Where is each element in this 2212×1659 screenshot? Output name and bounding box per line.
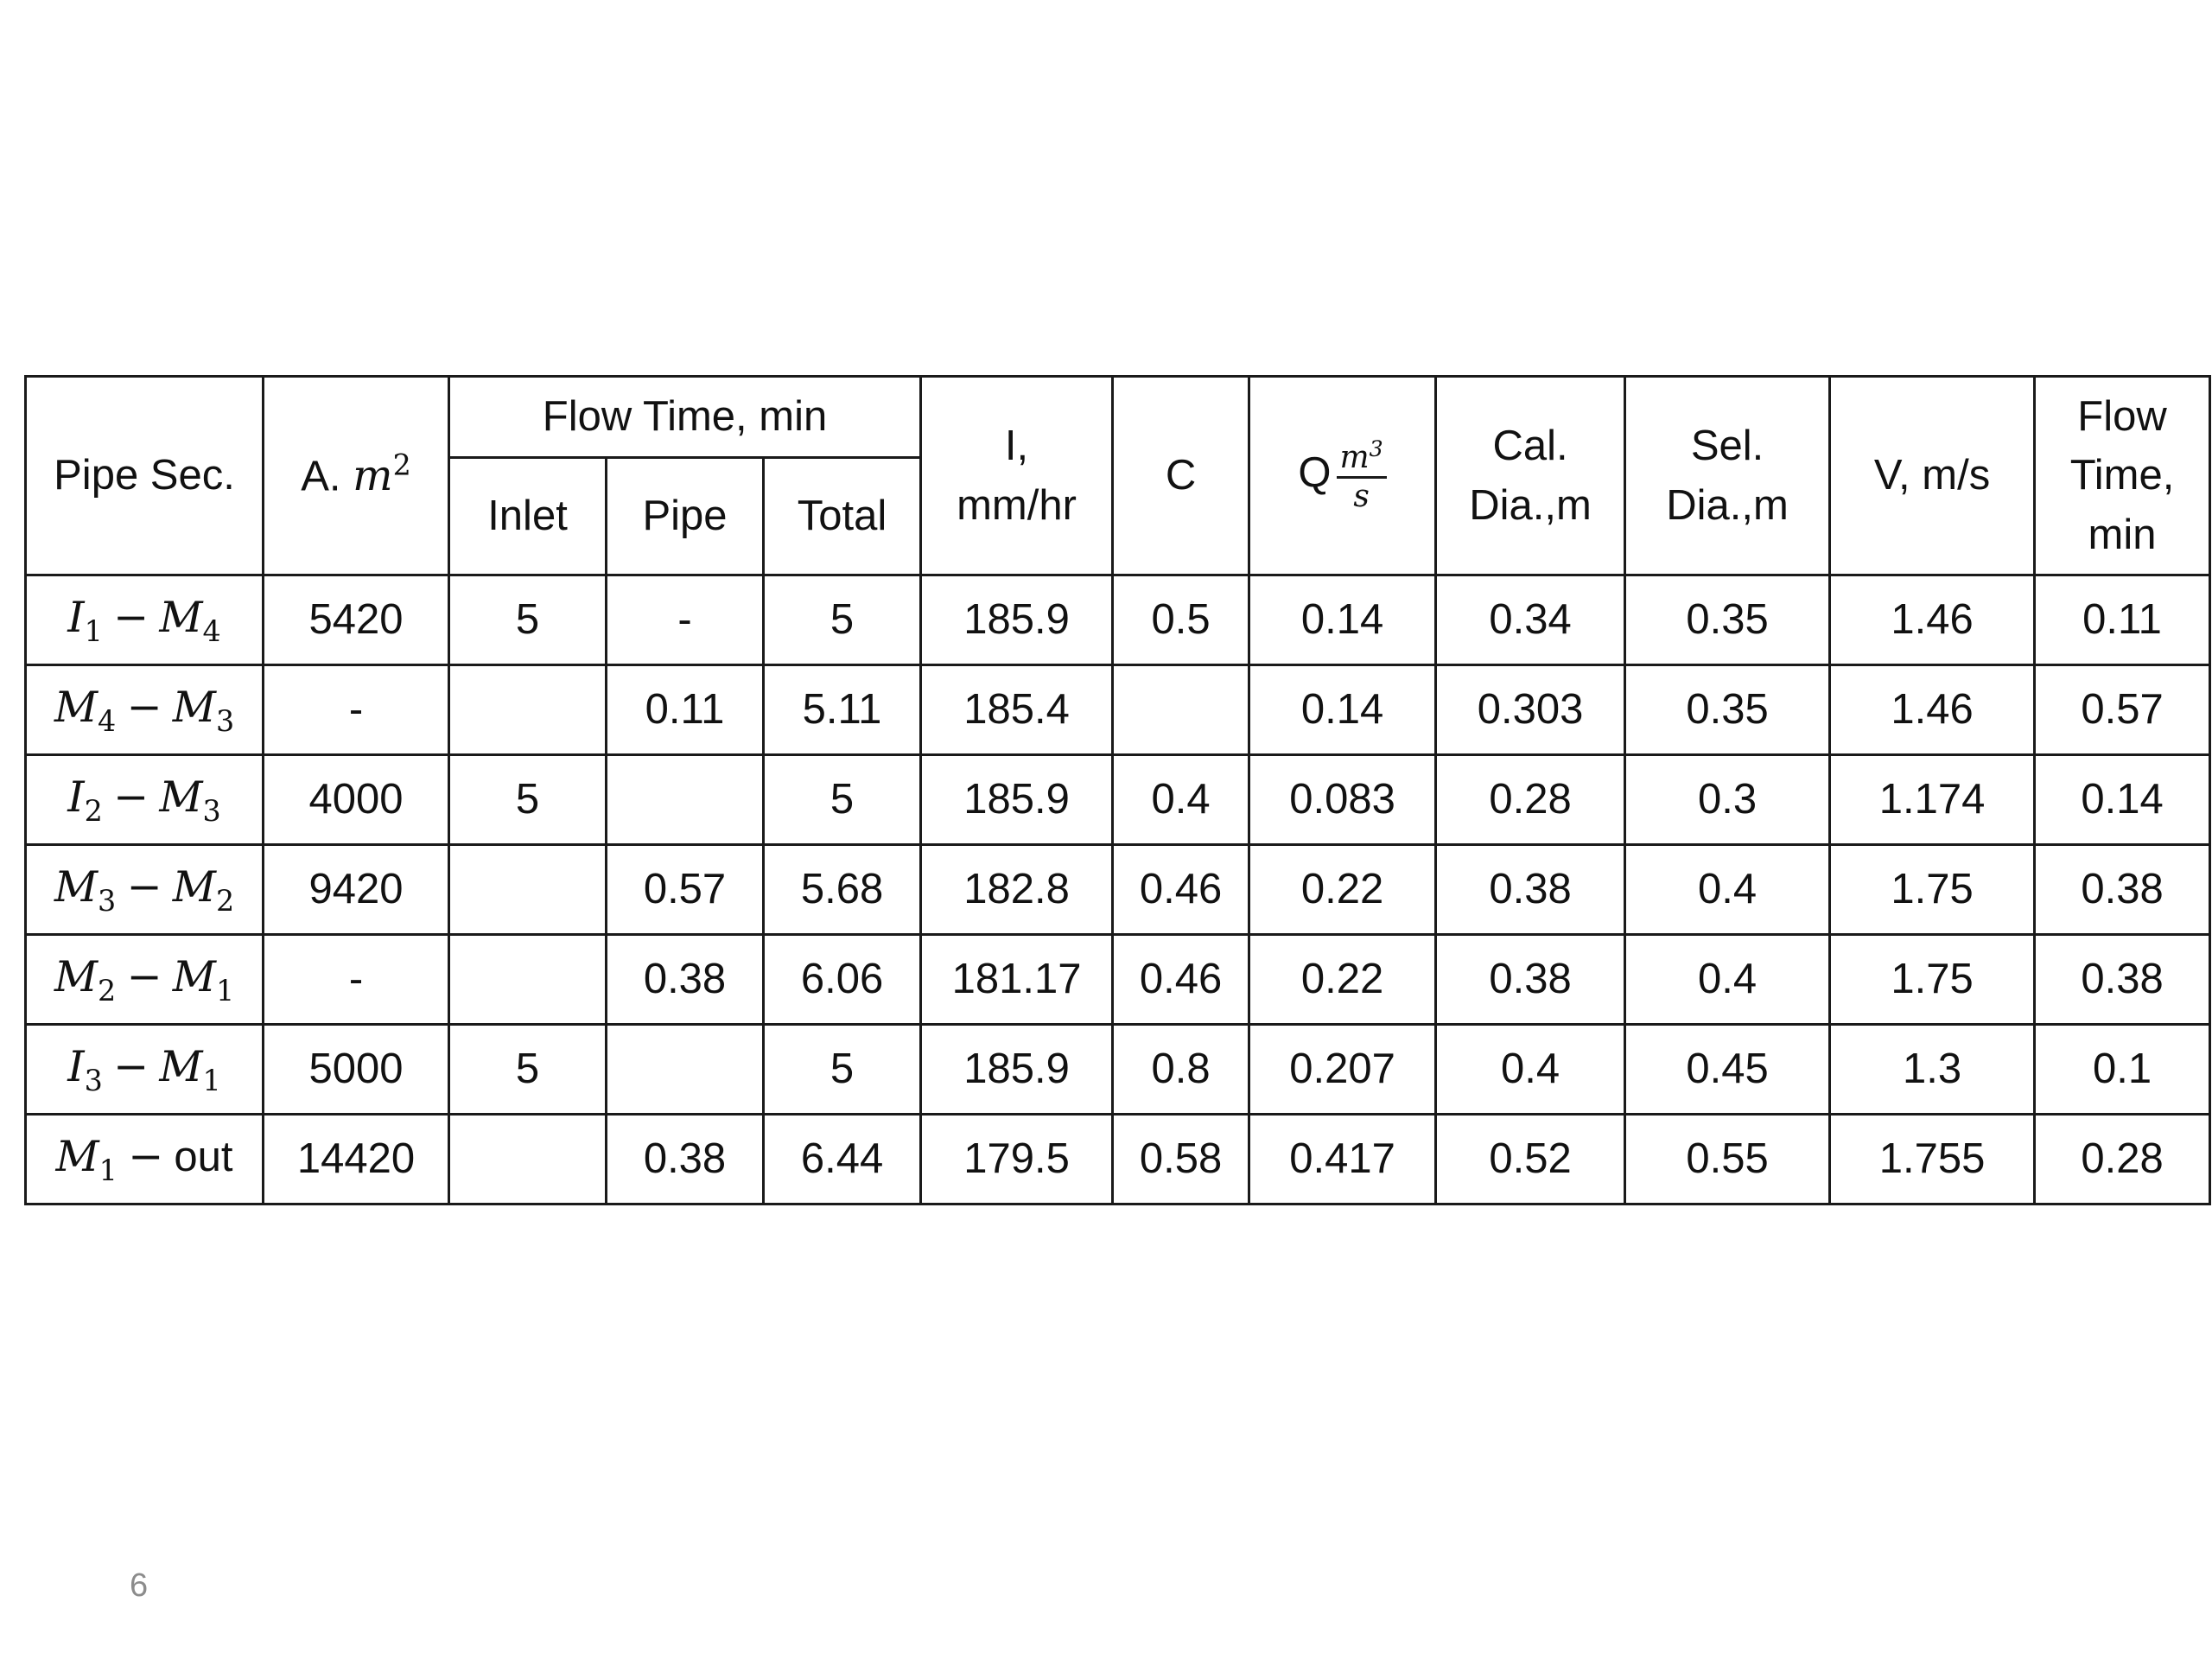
cell-c: 0.4	[1113, 755, 1249, 845]
cell-flow-time: 0.11	[2035, 575, 2210, 665]
cell-pipe-sec: $M_3 - M_2$	[26, 845, 264, 935]
cell-total: 5.11	[764, 665, 921, 755]
cell-total: 6.06	[764, 935, 921, 1025]
cell-flow-time: 0.38	[2035, 935, 2210, 1025]
cell-q: 0.207	[1249, 1025, 1436, 1115]
cell-inlet: 5	[449, 575, 607, 665]
table-row	[26, 845, 2210, 935]
table-row	[26, 935, 2210, 1025]
cell-area: 14420	[264, 1115, 449, 1205]
cell-q: 0.22	[1249, 935, 1436, 1025]
table-row	[26, 575, 2210, 665]
table-row	[26, 755, 2210, 845]
cell-q: 0.083	[1249, 755, 1436, 845]
cell-flow-time: 0.1	[2035, 1025, 2210, 1115]
header-intensity: I, mm/hr	[921, 377, 1113, 575]
cell-i: 182.8	[921, 845, 1113, 935]
cell-v: 1.755	[1830, 1115, 2035, 1205]
cell-pipe: -	[607, 575, 764, 665]
cell-sel-dia: 0.4	[1625, 935, 1830, 1025]
header-sel-dia: Sel. Dia.,m	[1625, 377, 1830, 575]
header-area-prefix: A.	[301, 452, 341, 499]
cell-area: 9420	[264, 845, 449, 935]
header-row-1	[26, 377, 2210, 458]
cell-inlet: 5	[449, 1025, 607, 1115]
table-row	[26, 1025, 2210, 1115]
cell-sel-dia: 0.3	[1625, 755, 1830, 845]
cell-inlet	[449, 845, 607, 935]
cell-v: 1.75	[1830, 845, 2035, 935]
header-discharge-prefix: Q	[1298, 449, 1332, 497]
header-cal-dia: Cal. Dia.,m	[1436, 377, 1625, 575]
cell-c: 0.46	[1113, 845, 1249, 935]
cell-cal-dia: 0.303	[1436, 665, 1625, 755]
cell-c: 0.46	[1113, 935, 1249, 1025]
cell-area: 5000	[264, 1025, 449, 1115]
cell-inlet	[449, 1115, 607, 1205]
cell-pipe-sec: $M_4 - M_3$	[26, 665, 264, 755]
pipe-design-table	[24, 375, 2211, 1205]
cell-pipe: 0.38	[607, 1115, 764, 1205]
table-body	[26, 575, 2210, 1205]
cell-total: 5	[764, 755, 921, 845]
cell-area: -	[264, 935, 449, 1025]
cell-inlet	[449, 935, 607, 1025]
cell-v: 1.46	[1830, 575, 2035, 665]
cell-v: 1.3	[1830, 1025, 2035, 1115]
cell-cal-dia: 0.38	[1436, 935, 1625, 1025]
cell-i: 181.17	[921, 935, 1113, 1025]
cell-total: 5	[764, 1025, 921, 1115]
cell-inlet: 5	[449, 755, 607, 845]
cell-total: 5.68	[764, 845, 921, 935]
header-total: Total	[764, 458, 921, 575]
header-pipe: Pipe	[607, 458, 764, 575]
header-area	[264, 377, 449, 575]
cell-v: 1.174	[1830, 755, 2035, 845]
cell-cal-dia: 0.4	[1436, 1025, 1625, 1115]
header-pipe-sec: Pipe Sec.	[26, 377, 264, 575]
table-row	[26, 665, 2210, 755]
cell-c	[1113, 665, 1249, 755]
cell-c: 0.58	[1113, 1115, 1249, 1205]
cell-flow-time: 0.38	[2035, 845, 2210, 935]
cell-v: 1.46	[1830, 665, 2035, 755]
cell-q: 0.22	[1249, 845, 1436, 935]
cell-sel-dia: 0.4	[1625, 845, 1830, 935]
cell-total: 6.44	[764, 1115, 921, 1205]
cell-v: 1.75	[1830, 935, 2035, 1025]
cell-pipe-sec: $M_1$ − out	[26, 1115, 264, 1205]
header-velocity: V, m/s	[1830, 377, 2035, 575]
cell-cal-dia: 0.52	[1436, 1115, 1625, 1205]
cell-i: 185.9	[921, 1025, 1113, 1115]
cell-i: 185.9	[921, 575, 1113, 665]
cell-i: 185.4	[921, 665, 1113, 755]
cell-cal-dia: 0.38	[1436, 845, 1625, 935]
cell-cal-dia: 0.34	[1436, 575, 1625, 665]
header-inlet: Inlet	[449, 458, 607, 575]
cell-pipe	[607, 1025, 764, 1115]
cell-sel-dia: 0.55	[1625, 1115, 1830, 1205]
cell-c: 0.5	[1113, 575, 1249, 665]
header-discharge	[1249, 377, 1436, 575]
cell-q: 0.14	[1249, 665, 1436, 755]
cell-c: 0.8	[1113, 1025, 1249, 1115]
cell-pipe-sec: $I_3 - M_1$	[26, 1025, 264, 1115]
header-flow-time-group: Flow Time, min	[449, 377, 921, 458]
cell-sel-dia: 0.35	[1625, 665, 1830, 755]
table-row	[26, 1115, 2210, 1205]
cell-pipe-sec: $I_1 - M_4$	[26, 575, 264, 665]
cell-pipe-sec: $M_2 - M_1$	[26, 935, 264, 1025]
cell-area: 5420	[264, 575, 449, 665]
cell-q: 0.14	[1249, 575, 1436, 665]
cell-area: -	[264, 665, 449, 755]
cell-i: 185.9	[921, 755, 1113, 845]
cell-pipe: 0.57	[607, 845, 764, 935]
cell-total: 5	[764, 575, 921, 665]
cell-pipe: 0.11	[607, 665, 764, 755]
cell-flow-time: 0.28	[2035, 1115, 2210, 1205]
page-number: 6	[130, 1567, 149, 1604]
cell-flow-time: 0.57	[2035, 665, 2210, 755]
header-discharge-unit: $\frac{m^3}{s}$	[1337, 438, 1387, 513]
header-c: C	[1113, 377, 1249, 575]
cell-i: 179.5	[921, 1115, 1113, 1205]
cell-inlet	[449, 665, 607, 755]
header-flow-time: Flow Time, min	[2035, 377, 2210, 575]
cell-cal-dia: 0.28	[1436, 755, 1625, 845]
cell-pipe	[607, 755, 764, 845]
cell-sel-dia: 0.35	[1625, 575, 1830, 665]
cell-pipe: 0.38	[607, 935, 764, 1025]
cell-sel-dia: 0.45	[1625, 1025, 1830, 1115]
cell-flow-time: 0.14	[2035, 755, 2210, 845]
cell-area: 4000	[264, 755, 449, 845]
cell-q: 0.417	[1249, 1115, 1436, 1205]
header-area-unit: $m^2$	[353, 448, 411, 500]
cell-pipe-sec: $I_2 - M_3$	[26, 755, 264, 845]
